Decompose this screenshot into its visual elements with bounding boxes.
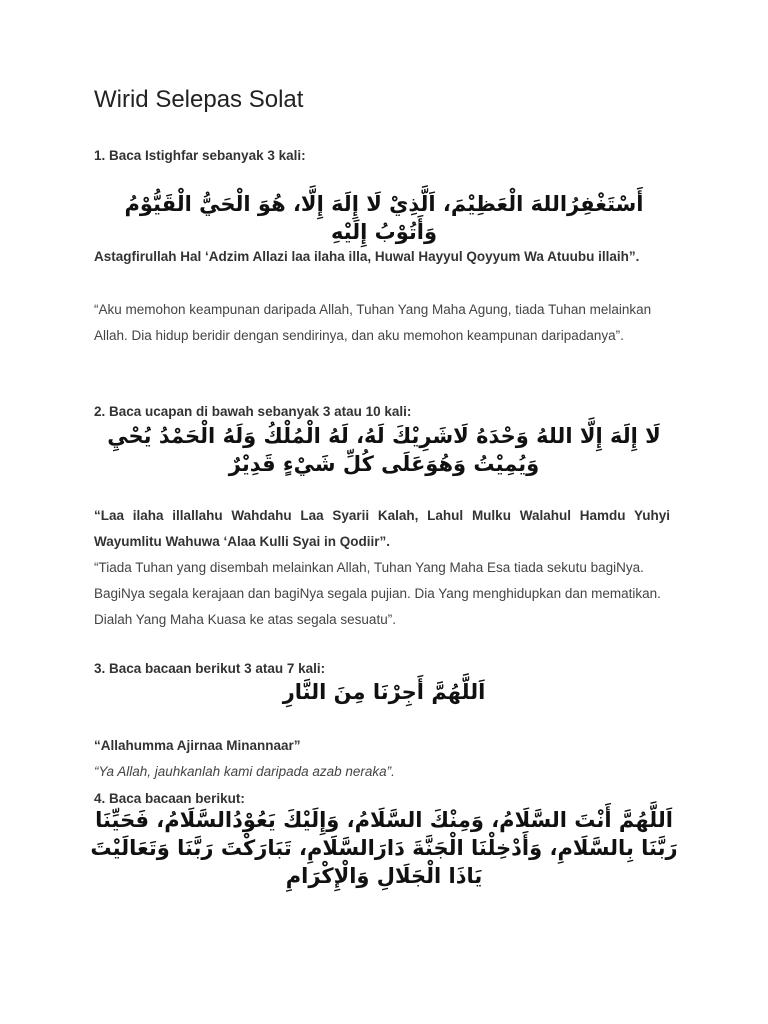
section-2-transliteration: “Laa ilaha illallahu Wahdahu Laa Syarii Kalah, Lahul Mulku Walahul Hamdu Yuhyi Wayumlitu Wahuwa ‘Alaa Kulli Syai in Qodiir”. <box>94 508 670 549</box>
section-3-meaning: “Ya Allah, jauhkanlah kami daripada azab neraka”. <box>94 764 395 779</box>
section-2-heading: 2. Baca ucapan di bawah sebanyak 3 atau 10 kali: <box>94 404 412 419</box>
section-4-arabic-text: اَللَّهُمَّ أَنْتَ السَّلَامُ، وَمِنْكَ السَّلَامُ، وَإِلَيْكَ يَعُوْدُالسَّلَامُ، فَحَيِّنَا رَبَّنَا بِالسَّلَامِ، وَأَدْخِلْنَا الْجَنَّةَ دَارَالسَّلَامِ، تَبَارَكْتَ رَبَّنَا وَتَعَالَيْتَ يَاذَا الْجَلَالِ وَالْإِكْرَامِ <box>90 808 678 888</box>
section-1-arabic-text: أَسْتَغْفِرُاللهَ الْعَظِيْمَ، اَلَّذِيْ لَا إِلَهَ إِلَّا، هُوَ الْحَيُّ الْقَيُّوْمُ وَأَتُوْبُ إِلَيْهِ <box>124 192 644 244</box>
section-2-arabic-text: لَا إِلَهَ إِلَّا اللهُ وَحْدَهُ لَاشَرِيْكَ لَهُ، لَهُ الْمُلْكُ وَلَهُ الْحَمْدُ يُحْيِ وَيُمِيْتُ وَهُوَعَلَى كُلِّ شَيْءٍ قَدِيْرٌ <box>107 424 661 476</box>
section-3-heading: 3. Baca bacaan berikut 3 atau 7 kali: <box>94 661 326 676</box>
section-1-heading: 1. Baca Istighfar sebanyak 3 kali: <box>94 148 306 163</box>
section-3-transliteration: “Allahumma Ajirnaa Minannaar” <box>94 738 301 753</box>
section-1-transliteration: Astagfirullah Hal ‘Adzim Allazi laa ilaha illa, Huwal Hayyul Qoyyum Wa Atuubu illaih”. <box>94 249 640 264</box>
section-2-meaning: “Tiada Tuhan yang disembah melainkan Allah, Tuhan Yang Maha Esa tiada sekutu bagiNya. BagiNya segala kerajaan dan bagiNya segala pujian. Dia Yang menghidupkan dan mematikan. Dialah Yang Maha Kuasa ke atas segala sesuatu”. <box>94 560 661 627</box>
section-1-meaning: “Aku memohon keampunan daripada Allah, Tuhan Yang Maha Agung, tiada Tuhan melainkan Allah. Dia hidup beridir dengan sendirinya, dan aku memohon keampunan daripadanya”. <box>94 302 652 343</box>
section-4-heading: 4. Baca bacaan berikut: <box>94 791 245 806</box>
section-3-arabic-text: اَللَّهُمَّ أَجِرْنَا مِنَ النَّارِ <box>282 680 486 704</box>
page-title: Wirid Selepas Solat <box>94 86 304 113</box>
